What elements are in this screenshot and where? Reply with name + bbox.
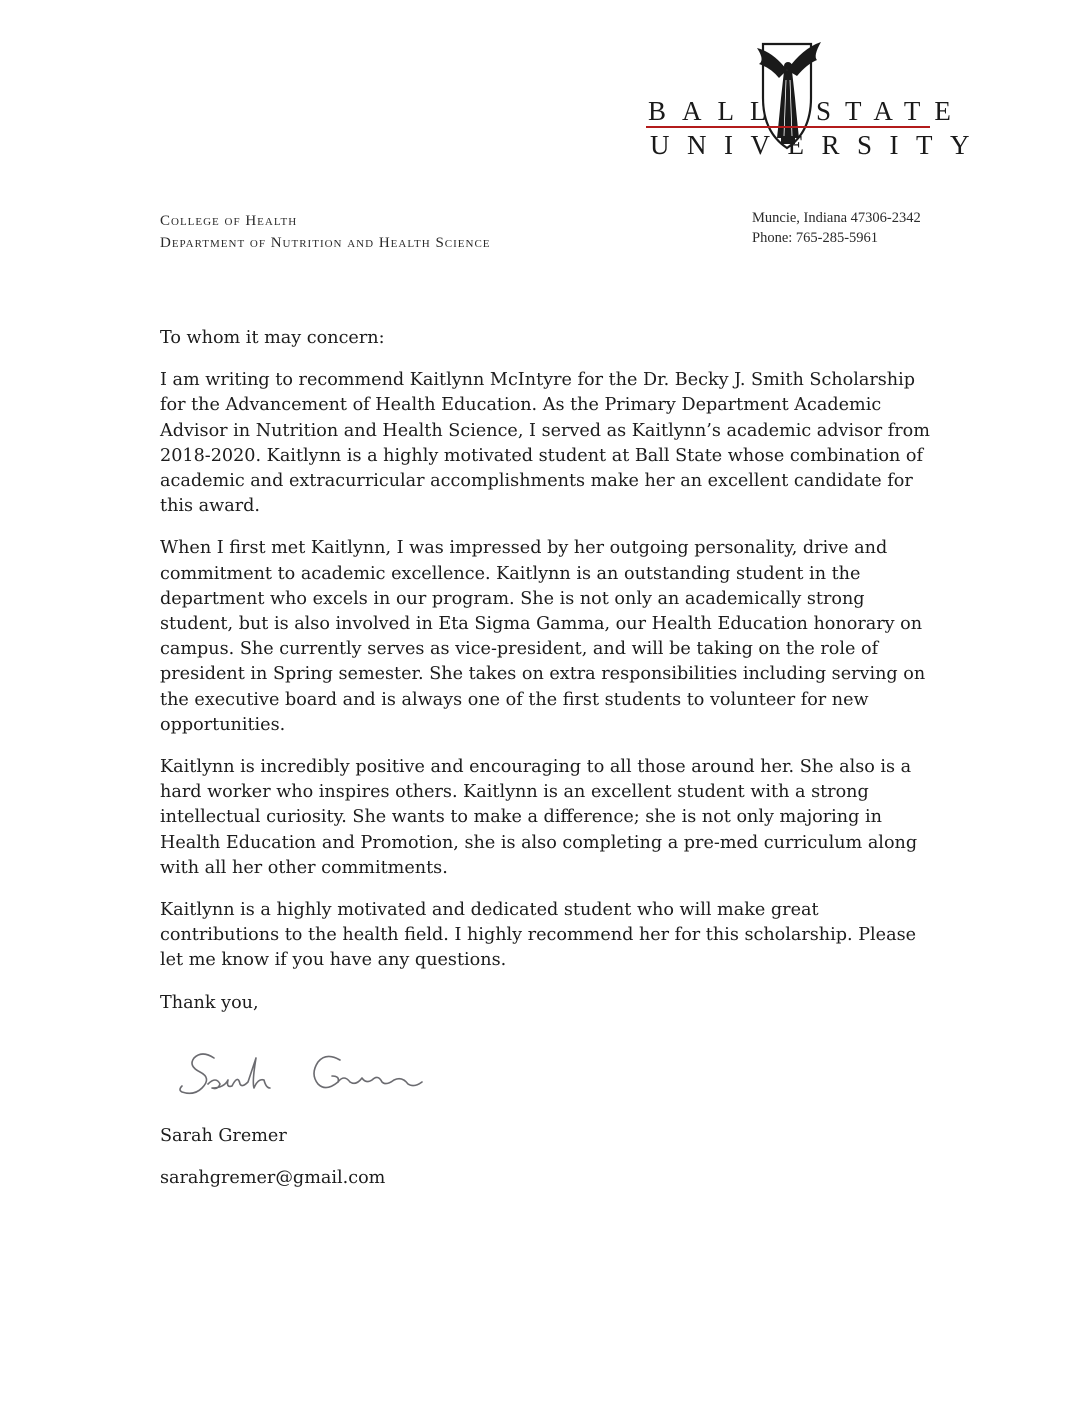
paragraph: When I first met Kaitlynn, I was impressed by her outgoing personality, drive and commitment to academic excellence. Kaitlynn is an outstanding student in the department who excels in our program. She is not only an academically strong student, but is also involved in Eta Sigma Gamma, our Health Education honorary on campus. She currently serves as vice-president, and will be taking on the role of president in Spring semester. She takes on extra responsibilities including serving on the executive board and is always one of the first students to volunteer for new opportunities. xyxy=(160,538,926,735)
handwritten-signature xyxy=(172,1044,432,1104)
department-name: Department of Nutrition and Health Science xyxy=(160,235,491,251)
closing: Thank you, xyxy=(160,992,259,1013)
paragraph: Kaitlynn is a highly motivated and dedicated student who will make great contributions to the health field. I highly recommend her for this scholarship. Please let me know if you have any questions. xyxy=(160,900,917,971)
university-logo xyxy=(640,40,987,160)
college-name: College of Health xyxy=(160,213,298,229)
logo-word-ball: BALL xyxy=(648,96,783,126)
logo-word-state: STATE xyxy=(816,96,965,126)
logo-word-university: UNIVERSITY xyxy=(650,130,987,160)
phone-line: Phone: 765-285-5961 xyxy=(752,230,879,246)
paragraph: Kaitlynn is incredibly positive and encouraging to all those around her. She also is a hard worker who inspires others. Kaitlynn is an excellent student with a strong intellectual curiosity. She wants to make a difference; she is not only majoring in Health Education and Promotion, she is also completing a pre-med curriculum along with all her other commitments. xyxy=(160,757,918,878)
signer-email: sarahgremer@gmail.com xyxy=(160,1168,386,1189)
contact-address xyxy=(752,208,921,248)
salutation: To whom it may concern: xyxy=(160,328,385,348)
signer-name: Sarah Gremer xyxy=(160,1125,287,1146)
city-line: Muncie, Indiana 47306-2342 xyxy=(752,210,921,226)
department-header xyxy=(160,210,491,254)
paragraph: I am writing to recommend Kaitlynn McIntyre for the Dr. Becky J. Smith Scholarship for the Advancement of Health Education. As the Primary Department Academic Advisor in Nutrition and Health Science, I served as Kaitlynn’s academic advisor from 2018-2020. Kaitlynn is a highly motivated student at Ball State whose combination of academic and extracurricular accomplishments make her an excellent candidate for this award. xyxy=(160,370,930,517)
letter-body xyxy=(160,326,930,1208)
logo-red-rule xyxy=(646,126,930,128)
